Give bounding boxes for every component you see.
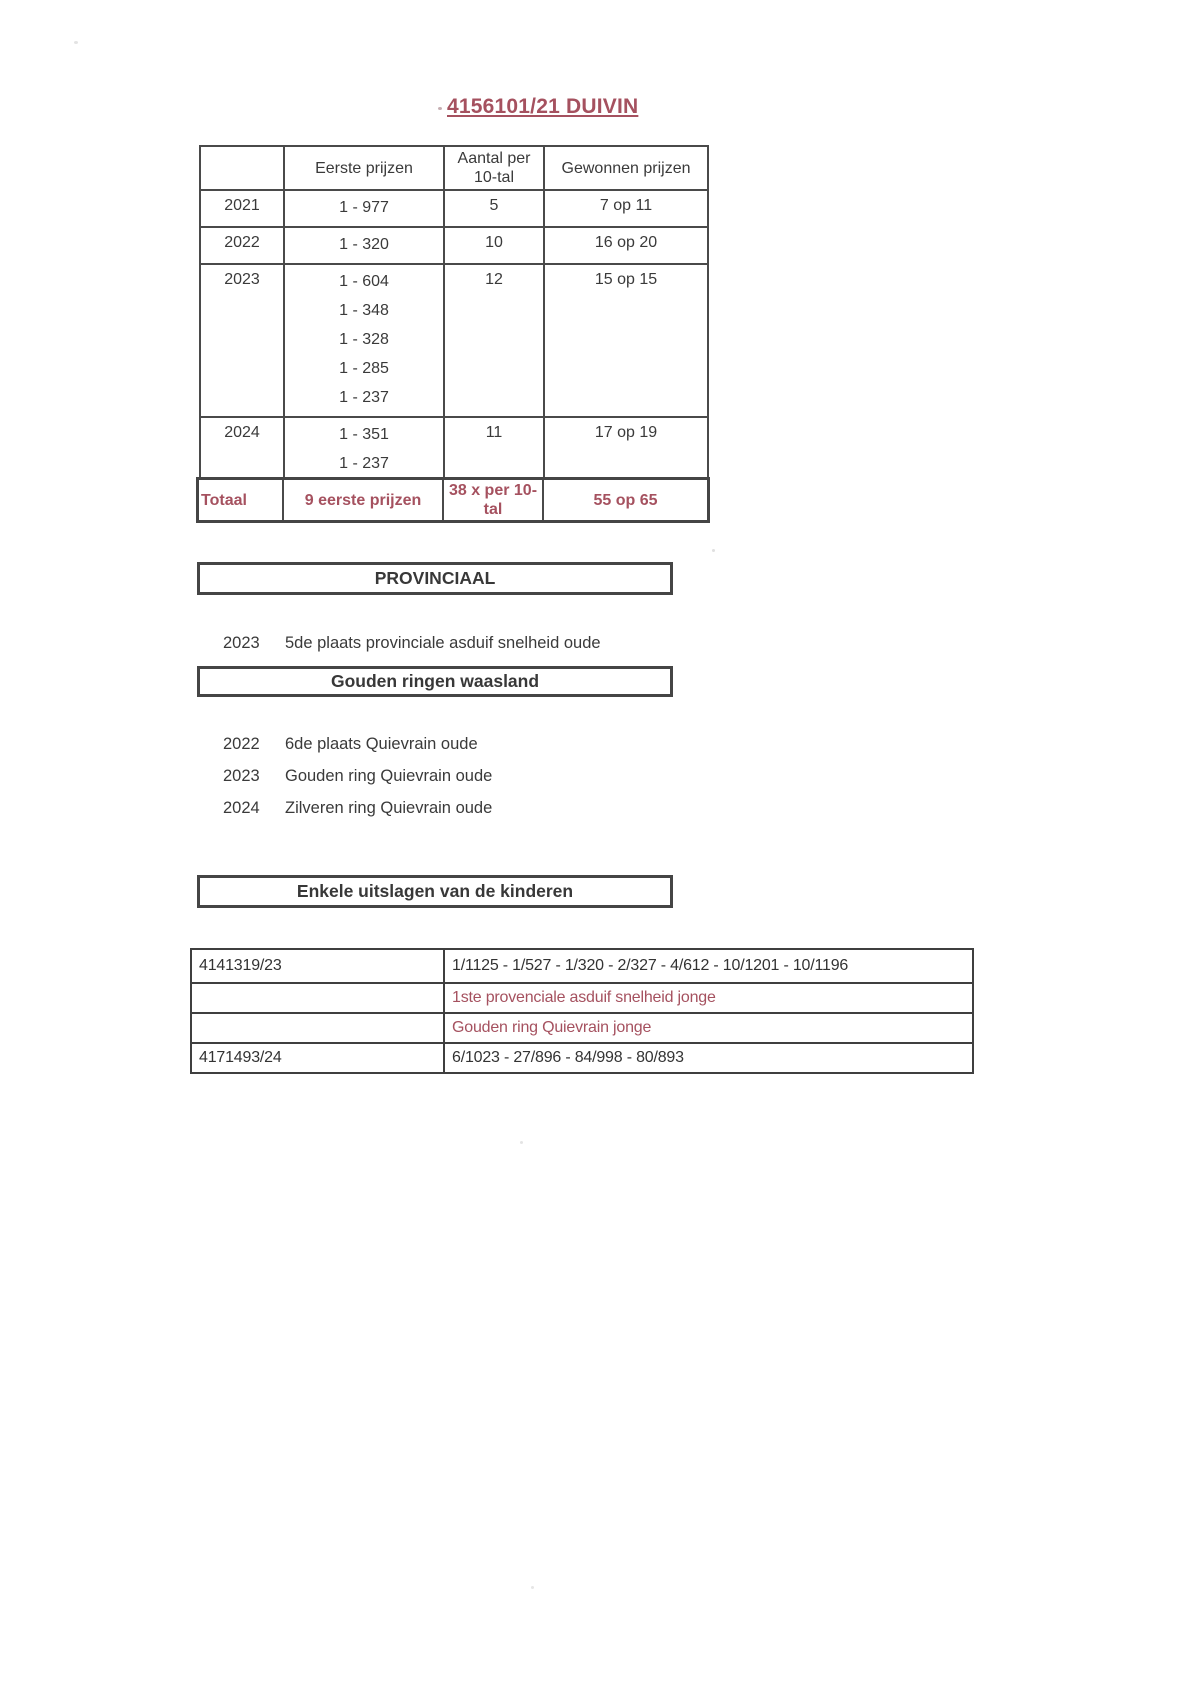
entry-line xyxy=(223,633,601,665)
results-header-empty xyxy=(200,146,284,190)
kinderen-result-cell: Gouden ring Quievrain jonge xyxy=(444,1013,973,1043)
results-first-prizes-cell xyxy=(284,264,444,417)
results-row xyxy=(200,190,708,227)
totals-table xyxy=(199,480,707,520)
kinderen-result-cell: 1ste provenciale asduif snelheid jonge xyxy=(444,983,973,1013)
kinderen-result-cell: 1/1125 - 1/527 - 1/320 - 2/327 - 4/612 - 10/1201 - 10/1196 xyxy=(444,949,973,983)
entry-text: Gouden ring Quievrain oude xyxy=(285,767,493,785)
scan-speck xyxy=(74,41,78,44)
scan-speck xyxy=(520,1141,523,1144)
provinciaal-heading-box xyxy=(197,562,673,595)
results-year-cell: 2023 xyxy=(200,264,284,417)
entry-line xyxy=(223,798,492,830)
kinderen-row xyxy=(191,949,973,983)
results-header-cell: Aantal per 10-tal xyxy=(444,146,544,190)
first-prize-line: 1 - 604 xyxy=(339,273,389,290)
results-per-10-cell: 10 xyxy=(444,227,544,264)
scan-speck xyxy=(712,549,715,552)
first-prize-line: 1 - 348 xyxy=(339,302,389,319)
totals-box xyxy=(196,477,710,523)
entry-year: 2024 xyxy=(223,799,260,817)
totals-per-10: 38 x per 10-tal xyxy=(443,480,543,520)
results-per-10-cell: 11 xyxy=(444,417,544,483)
results-table xyxy=(199,145,709,484)
entry-text: 5de plaats provinciale asduif snelheid oude xyxy=(285,634,601,652)
totals-label: Totaal xyxy=(201,491,247,509)
entry-text: 6de plaats Quievrain oude xyxy=(285,735,478,753)
totals-won: 55 op 65 xyxy=(543,480,707,520)
results-won-cell: 16 op 20 xyxy=(544,227,708,264)
first-prize-line: 1 - 285 xyxy=(339,360,389,377)
results-first-prizes-cell xyxy=(284,227,444,264)
results-year-cell: 2022 xyxy=(200,227,284,264)
first-prize-line: 1 - 351 xyxy=(339,426,389,443)
entry-year: 2023 xyxy=(223,767,260,785)
results-won-cell: 7 op 11 xyxy=(544,190,708,227)
entry-line xyxy=(223,734,492,766)
results-header-cell: Eerste prijzen xyxy=(284,146,444,190)
scan-speck xyxy=(438,107,442,110)
results-first-prizes-cell xyxy=(284,190,444,227)
results-header-cell: Gewonnen prijzen xyxy=(544,146,708,190)
results-row xyxy=(200,417,708,483)
gouden-ringen-heading-box xyxy=(197,666,673,697)
kinderen-row xyxy=(191,1043,973,1073)
provinciaal-entries xyxy=(223,633,601,665)
first-prize-line: 1 - 237 xyxy=(339,389,389,406)
kinderen-ring-cell: 4141319/23 xyxy=(191,949,444,983)
totals-row xyxy=(199,480,707,520)
gouden-ringen-heading: Gouden ringen waasland xyxy=(330,671,540,691)
first-prize-line: 1 - 977 xyxy=(339,199,389,216)
results-per-10-cell: 12 xyxy=(444,264,544,417)
entry-year: 2023 xyxy=(223,634,260,652)
kinderen-heading-box xyxy=(197,875,673,908)
first-prize-line: 1 - 328 xyxy=(339,331,389,348)
kinderen-table xyxy=(190,948,974,1074)
results-year-cell: 2024 xyxy=(200,417,284,483)
first-prize-line: 1 - 237 xyxy=(339,455,389,472)
results-row xyxy=(200,227,708,264)
kinderen-result-cell: 6/1023 - 27/896 - 84/998 - 80/893 xyxy=(444,1043,973,1073)
scan-speck xyxy=(531,1586,534,1589)
gouden-ringen-entries xyxy=(223,734,492,830)
kinderen-ring-cell xyxy=(191,983,444,1013)
results-won-cell: 17 op 19 xyxy=(544,417,708,483)
results-header-row xyxy=(200,146,708,190)
first-prize-line: 1 - 320 xyxy=(339,236,389,253)
document-title: 4156101/21 DUIVIN xyxy=(447,95,639,118)
kinderen-ring-cell: 4171493/24 xyxy=(191,1043,444,1073)
kinderen-heading: Enkele uitslagen van de kinderen xyxy=(296,881,574,901)
results-won-cell: 15 op 15 xyxy=(544,264,708,417)
totals-first-prizes: 9 eerste prijzen xyxy=(283,480,443,520)
kinderen-row xyxy=(191,983,973,1013)
entry-text: Zilveren ring Quievrain oude xyxy=(285,799,493,817)
kinderen-row xyxy=(191,1013,973,1043)
results-per-10-cell: 5 xyxy=(444,190,544,227)
provinciaal-heading: PROVINCIAAL xyxy=(374,568,496,588)
kinderen-ring-cell xyxy=(191,1013,444,1043)
results-first-prizes-cell xyxy=(284,417,444,483)
entry-year: 2022 xyxy=(223,735,260,753)
entry-line xyxy=(223,766,492,798)
results-row xyxy=(200,264,708,417)
results-year-cell: 2021 xyxy=(200,190,284,227)
